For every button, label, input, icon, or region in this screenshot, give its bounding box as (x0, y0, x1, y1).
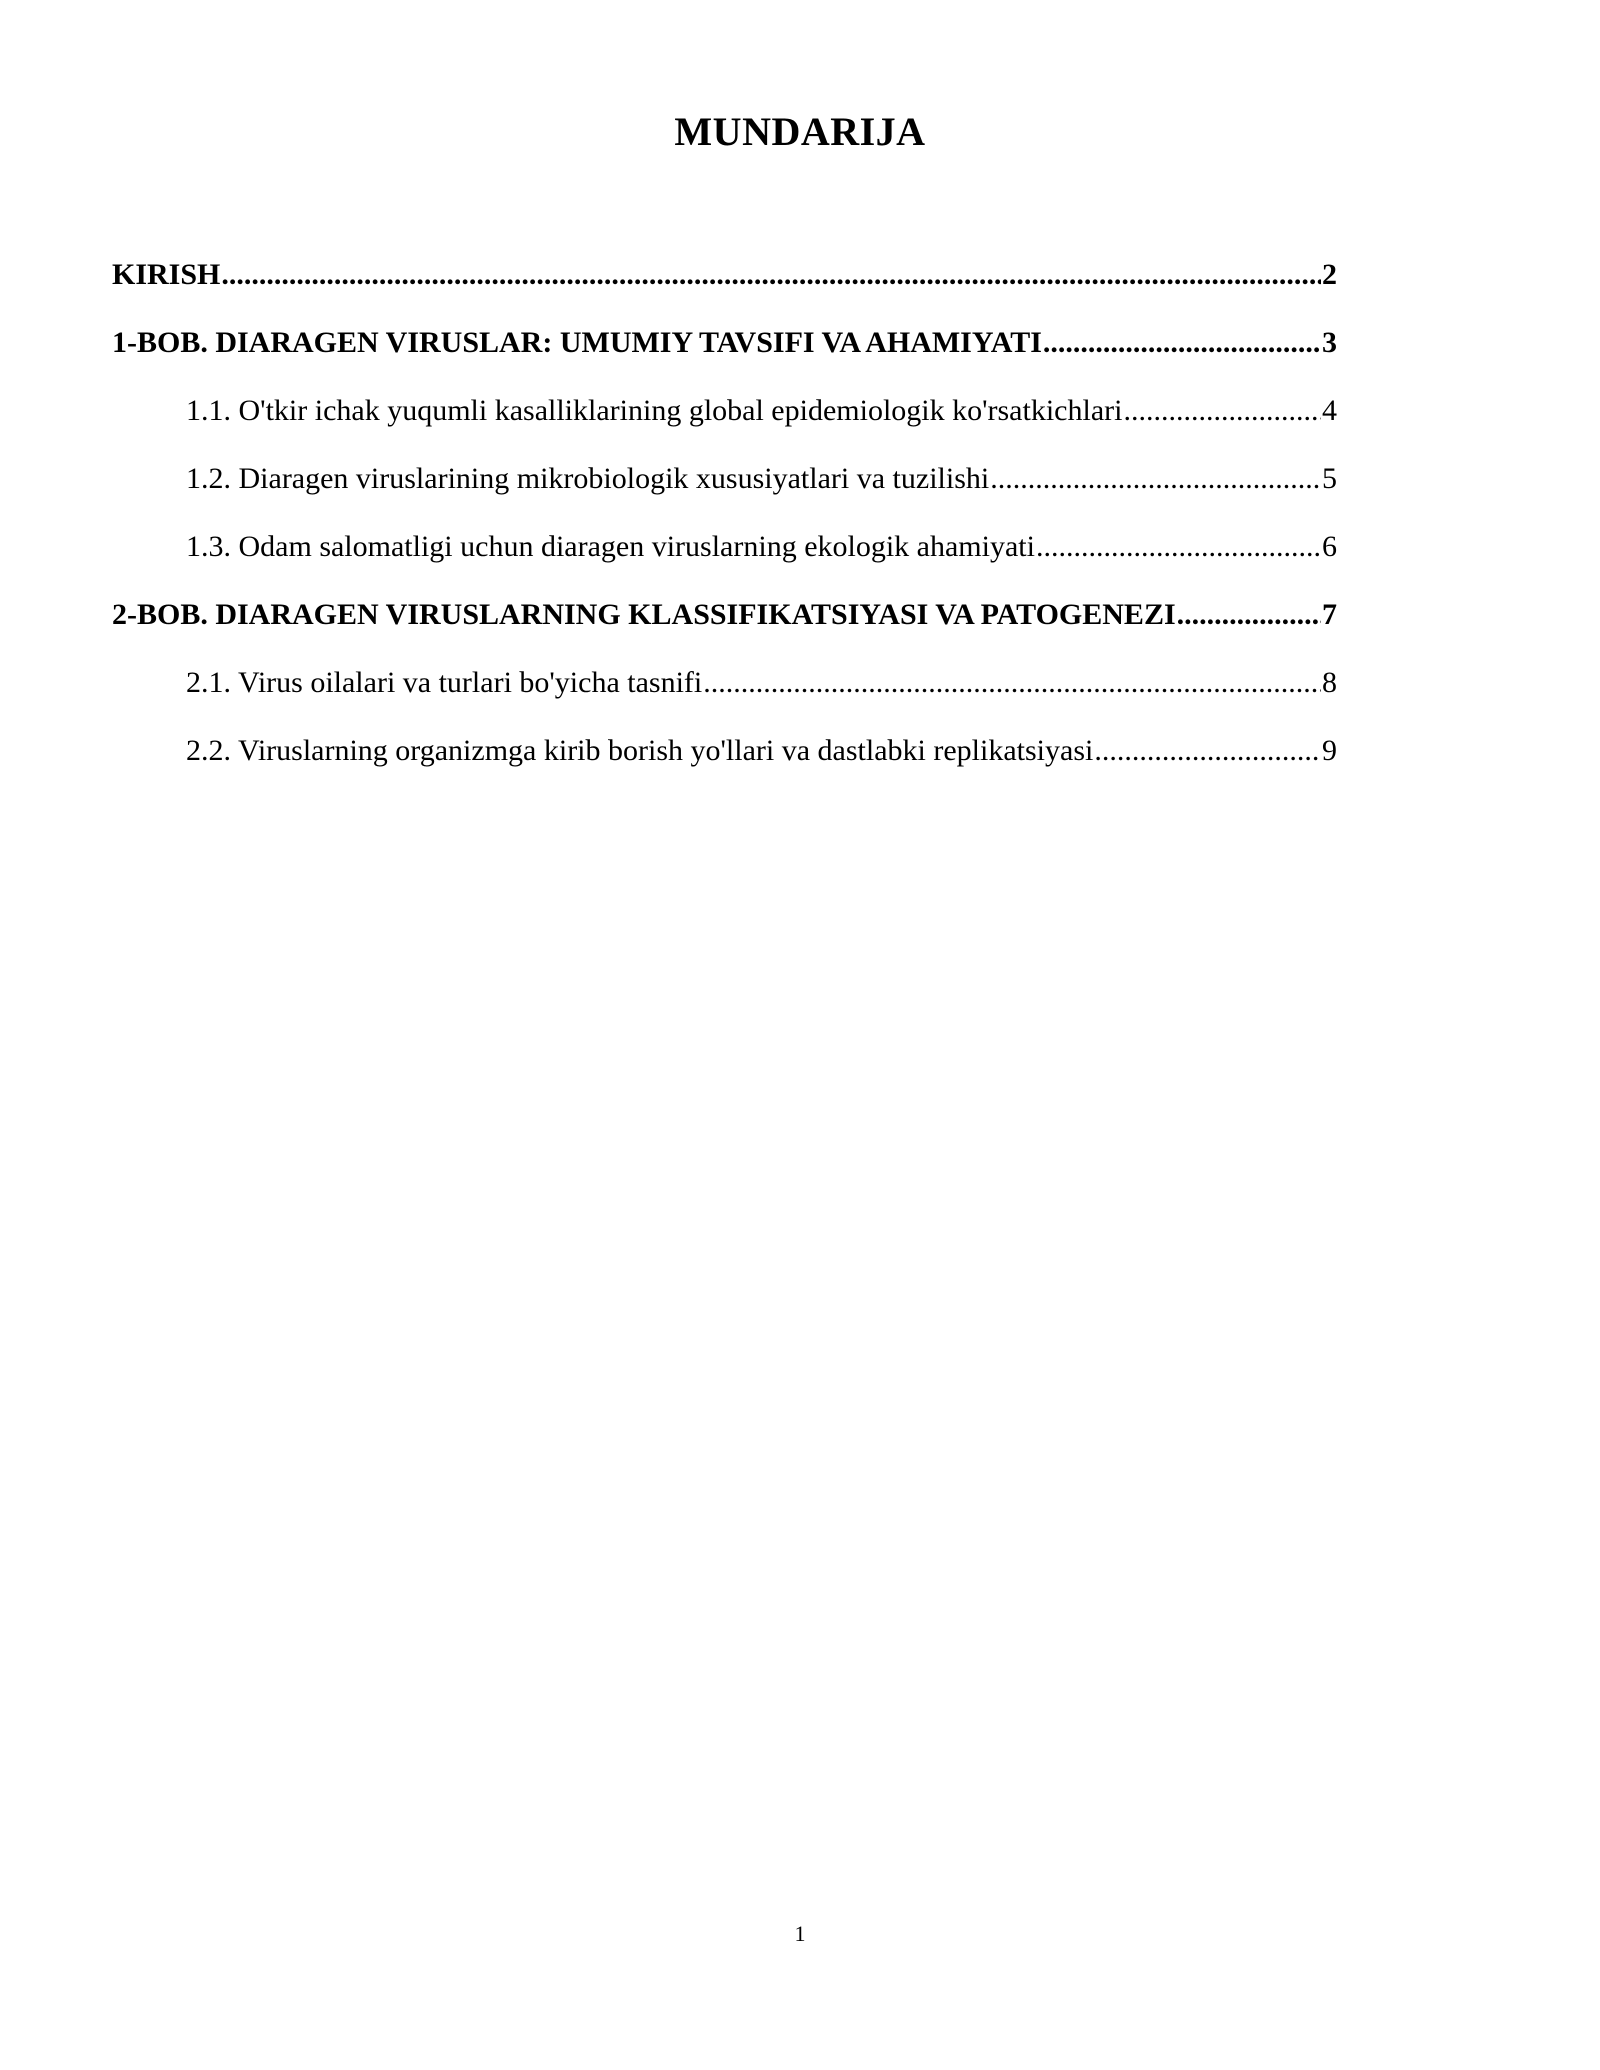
toc-leader-dots (703, 661, 1321, 705)
toc-entry-section-1-3[interactable] (112, 525, 1337, 593)
toc-leader-dots (1177, 593, 1321, 637)
toc-entry-page: 9 (1322, 734, 1337, 767)
page-number: 1 (794, 1921, 806, 1946)
toc-entry-section-1-1[interactable] (112, 389, 1337, 457)
toc-entry-page: 8 (1322, 666, 1337, 699)
toc-entry-chapter-2[interactable] (112, 593, 1337, 661)
toc-entry-section-2-1[interactable] (112, 661, 1337, 729)
toc-leader-dots (990, 457, 1321, 501)
toc-leader-dots (1094, 729, 1321, 773)
toc-leader-dots (1123, 389, 1321, 433)
toc-entry-page: 4 (1322, 394, 1337, 427)
toc-entry-page: 7 (1322, 598, 1337, 631)
table-of-contents (112, 253, 1337, 797)
toc-leader-dots (1043, 321, 1321, 365)
toc-entry-label: KIRISH (112, 258, 221, 291)
toc-leader-dots (1036, 525, 1321, 569)
toc-entry-chapter-1[interactable] (112, 321, 1337, 389)
toc-entry-kirish[interactable] (112, 253, 1337, 321)
toc-entry-label: 1.1. O'tkir ichak yuqumli kasalliklarining global epidemiologik ko'rsatkichlari (186, 394, 1123, 427)
toc-entry-page: 3 (1322, 326, 1337, 359)
toc-entry-page: 6 (1322, 530, 1337, 563)
page-title: MUNDARIJA (674, 109, 926, 154)
toc-entry-label: 2.1. Virus oilalari va turlari bo'yicha tasnifi (186, 666, 703, 699)
toc-entry-page: 2 (1322, 258, 1337, 291)
toc-entry-label: 1.2. Diaragen viruslarining mikrobiologik xususiyatlari va tuzilishi (186, 462, 990, 495)
toc-entry-section-1-2[interactable] (112, 457, 1337, 525)
toc-entry-label: 1.3. Odam salomatligi uchun diaragen viruslarning ekologik ahamiyati (186, 530, 1035, 563)
toc-entry-section-2-2[interactable] (112, 729, 1337, 797)
toc-entry-label: 2-BOB. DIARAGEN VIRUSLARNING KLASSIFIKATSIYASI VA PATOGENEZI (112, 598, 1176, 631)
toc-entry-label: 2.2. Viruslarning organizmga kirib borish yo'llari va dastlabki replikatsiyasi (186, 734, 1094, 767)
toc-leader-dots (221, 253, 1321, 297)
toc-entry-label: 1-BOB. DIARAGEN VIRUSLAR: UMUMIY TAVSIFI VA AHAMIYATI (112, 326, 1042, 359)
toc-entry-page: 5 (1322, 462, 1337, 495)
